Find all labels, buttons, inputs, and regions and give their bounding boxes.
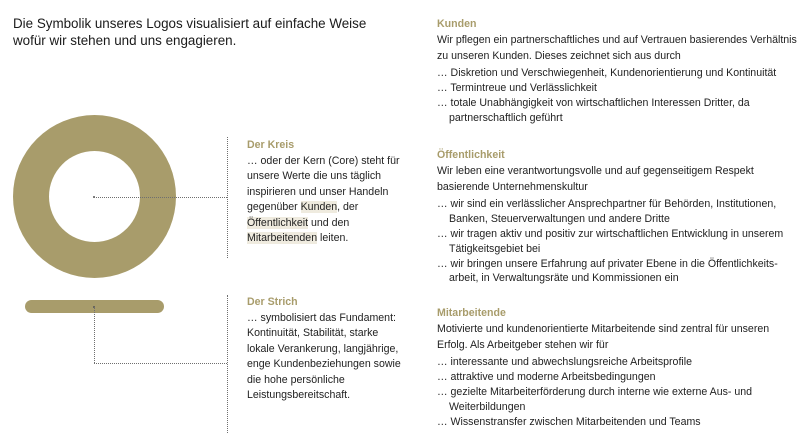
- list-item: … Wissenstransfer zwischen Mitarbeitenden und Teams: [437, 415, 701, 428]
- oeffentlichkeit-list: [437, 197, 797, 286]
- highlight-kunden: Kunden: [300, 201, 338, 213]
- strich-text: … symbolisiert das Fundament: Kontinuität, Stabilität, starke lokale Verankerung, langjährige, enge Kundenbeziehungen sowie die hohe persönliche Leistungsbereitschaft.: [247, 311, 401, 401]
- kreis-text-part: , der: [337, 201, 359, 213]
- highlight-oeffentlichkeit: Öffentlichkeit: [247, 216, 309, 229]
- bar-connector-horizontal: [94, 363, 227, 364]
- kreis-text: [247, 154, 407, 247]
- strich-bracket-line: [227, 295, 228, 433]
- list-item: … wir bringen unsere Erfahrung auf privater Ebene in die Öffentlichkeitsarbeit, in Verwaltungsräte und Kommissionen ein: [437, 257, 778, 285]
- strich-heading: Der Strich: [247, 296, 298, 308]
- list-item: … totale Unabhängigkeit von wirtschaftlichen Interessen Dritter, da partnerschaftlich geführt: [437, 97, 750, 124]
- mitarbeitende-list: [437, 355, 797, 429]
- section-oeffentlichkeit: [437, 148, 797, 286]
- list-item: … gezielte Mitarbeiterförderung durch interne wie externe Aus- und Weiterbildungen: [437, 386, 753, 413]
- list-item: … interessante und abwechslungsreiche Arbeitsprofile: [437, 356, 692, 369]
- kreis-bracket-line: [227, 137, 228, 258]
- kreis-text-part: … oder der Kern (Core) steht für unsere Werte die uns täglich inspirieren und unser Handeln gegenüber: [247, 154, 400, 213]
- kunden-heading: Kunden: [437, 18, 477, 30]
- oeffentlichkeit-heading: Öffentlichkeit: [437, 149, 505, 161]
- oeffentlichkeit-lead: Wir leben eine verantwortungsvolle und auf gegenseitigem Respekt basierende Unternehmenskultur: [437, 165, 754, 194]
- intro-text: [13, 15, 393, 49]
- ring-connector-line: [94, 197, 227, 198]
- section-kunden: [437, 17, 797, 126]
- kreis-text-part: leiten.: [317, 232, 349, 244]
- kreis-text-part: und den: [308, 216, 350, 229]
- kreis-caption: [247, 138, 407, 247]
- list-item: … wir tragen aktiv und positiv zur wirtschaftlichen Entwicklung in unserem Tätigkeitsgebiet bei: [437, 228, 784, 255]
- mitarbeitende-lead: Motivierte und kundenorientierte Mitarbeitende sind zentral für unseren Erfolg. Als Arbeitgeber stehen wir für: [437, 323, 770, 352]
- kunden-lead: Wir pflegen ein partnerschaftliches und auf Vertrauen basierendes Verhältnis zu unseren Kunden. Dieses zeichnet sich aus durch: [437, 34, 797, 63]
- list-item: … wir sind ein verlässlicher Ansprechpartner für Behörden, Institutionen, Banken, Steuerverwaltungen und andere Dritte: [437, 198, 777, 226]
- intro-line-1: Die Symbolik unseres Logos visualisiert auf einfache Weise: [13, 16, 367, 31]
- list-item: … Diskretion und Verschwiegenheit, Kundenorientierung und Kontinuität: [437, 67, 777, 80]
- mitarbeitende-heading: Mitarbeitende: [437, 307, 506, 319]
- kunden-list: [437, 66, 797, 125]
- bar-connector-vertical: [94, 307, 95, 363]
- strich-caption: [247, 295, 407, 404]
- list-item: … attraktive und moderne Arbeitsbedingungen: [437, 371, 656, 384]
- intro-line-2: wofür wir stehen und uns engagieren.: [13, 33, 237, 48]
- section-mitarbeitende: [437, 306, 797, 429]
- list-item: … Termintreue und Verlässlichkeit: [437, 82, 597, 95]
- kreis-heading: Der Kreis: [247, 139, 295, 151]
- highlight-mitarbeitende: Mitarbeitenden: [247, 232, 318, 244]
